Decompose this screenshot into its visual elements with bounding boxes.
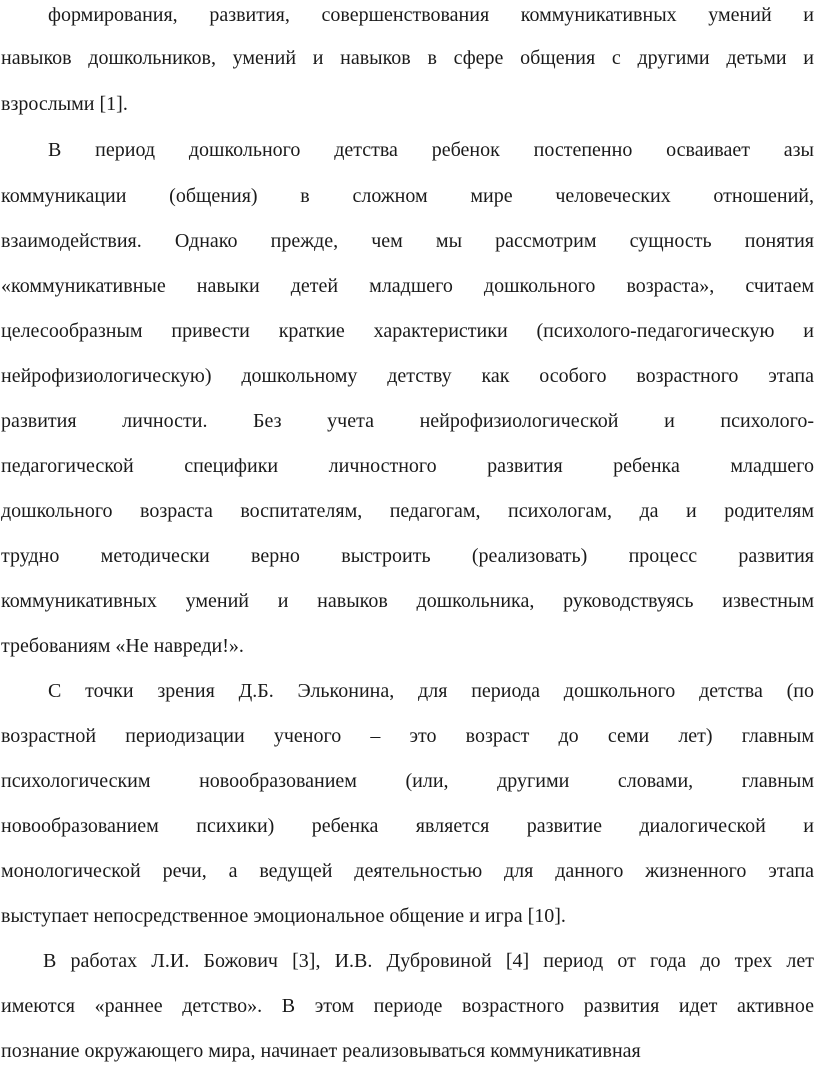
text-line: психологическим новообразованием (или, другими словами, главным xyxy=(1,770,814,792)
text-line: трудно методически верно выстроить (реализовать) процесс развития xyxy=(1,545,814,567)
text-line: требованиям «Не навреди!». xyxy=(1,635,244,657)
text-line: целесообразным привести краткие характеристики (психолого-педагогическую и xyxy=(1,320,814,342)
text-line: В период дошкольного детства ребенок постепенно осваивает азы xyxy=(48,139,814,161)
text-line: коммуникативных умений и навыков дошкольника, руководствуясь известным xyxy=(1,590,814,612)
text-line: возрастной периодизации ученого – это возраст до семи лет) главным xyxy=(1,725,814,747)
text-line: С точки зрения Д.Б. Эльконина, для периода дошкольного детства (по xyxy=(48,680,814,702)
text-line: познание окружающего мира, начинает реализовываться коммуникативная xyxy=(1,1040,641,1062)
text-line: взрослыми [1]. xyxy=(1,93,128,115)
text-line: навыков дошкольников, умений и навыков в сфере общения с другими детьми и xyxy=(1,47,814,69)
text-line: формирования, развития, совершенствования коммуникативных умений и xyxy=(48,4,814,26)
text-line: взаимодействия. Однако прежде, чем мы рассмотрим сущность понятия xyxy=(1,230,814,252)
text-line: коммуникации (общения) в сложном мире человеческих отношений, xyxy=(1,185,814,207)
text-line: новообразованием психики) ребенка является развитие диалогической и xyxy=(1,815,814,837)
text-line: «коммуникативные навыки детей младшего дошкольного возраста», считаем xyxy=(1,275,814,297)
text-line: В работах Л.И. Божович [3], И.В. Дубровиной [4] период от года до трех лет xyxy=(43,950,814,972)
text-line: педагогической специфики личностного развития ребенка младшего xyxy=(1,455,814,477)
text-line: имеются «раннее детство». В этом периоде возрастного развития идет активное xyxy=(1,995,814,1017)
text-line: выступает непосредственное эмоциональное общение и игра [10]. xyxy=(1,905,566,927)
text-line: дошкольного возраста воспитателям, педагогам, психологам, да и родителям xyxy=(1,500,814,522)
text-line: развития личности. Без учета нейрофизиологической и психолого- xyxy=(1,410,814,432)
text-line: монологической речи, а ведущей деятельностью для данного жизненного этапа xyxy=(1,860,814,882)
text-line: нейрофизиологическую) дошкольному детству как особого возрастного этапа xyxy=(1,365,814,387)
